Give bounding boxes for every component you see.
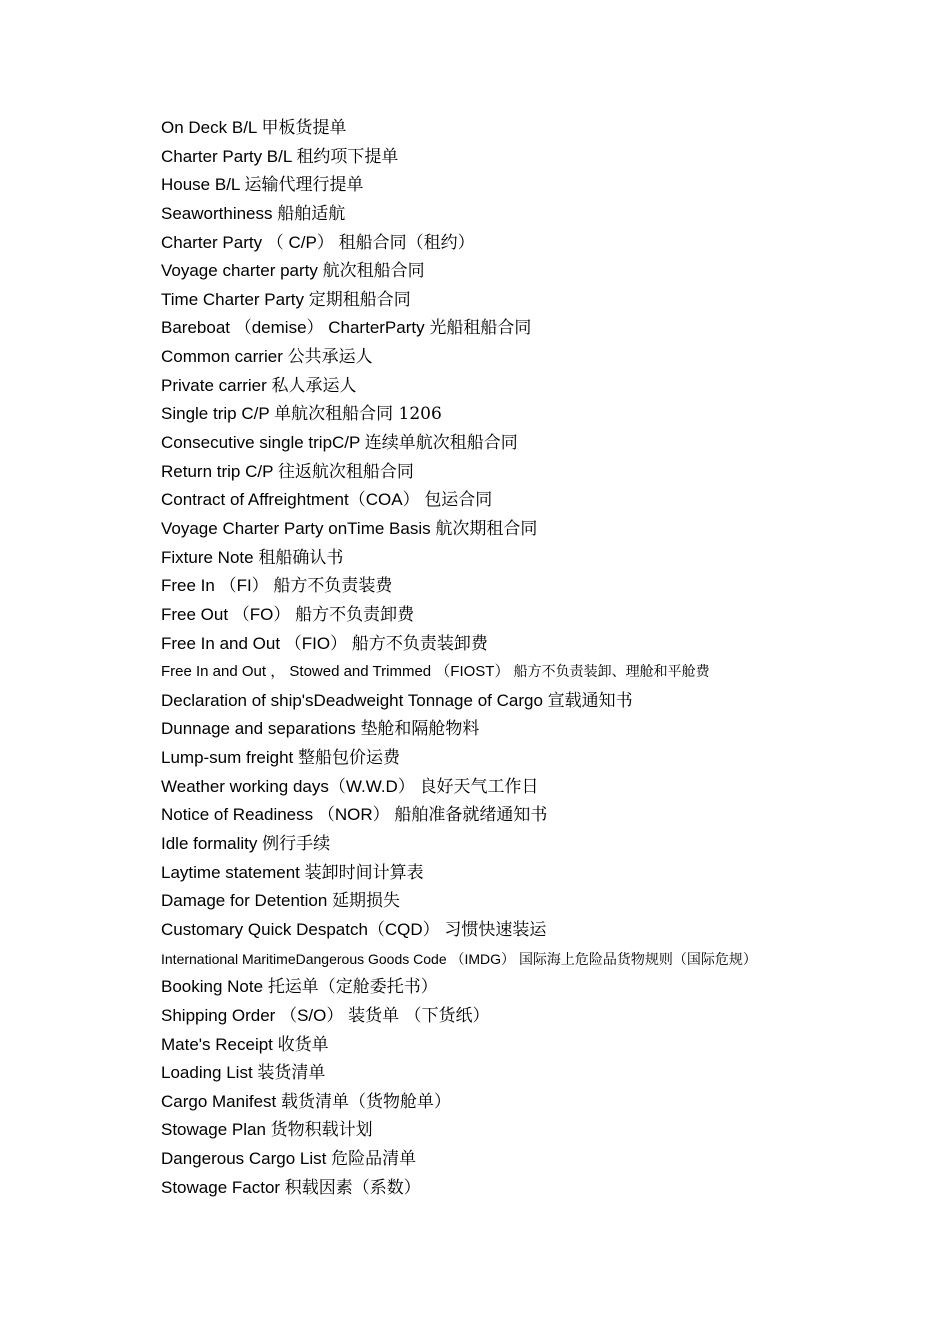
term-chinese: 宣载通知书 [547,690,633,711]
term-english: Charter Party B/L [161,146,292,166]
glossary-entry [161,544,921,573]
term-english: Cargo Manifest [161,1091,277,1111]
term-chinese: 定期租船合同 [308,289,411,310]
term-chinese: 船舶准备就绪通知书 [394,805,548,826]
glossary-entry [161,343,921,372]
term-english: Dunnage and separations [161,719,356,739]
term-chinese: 运输代理行提单 [244,175,364,196]
term-chinese: 连续单航次租船合同 [364,433,518,454]
glossary-entry [161,429,921,458]
term-english: Weather working days（W.W.D） [161,776,415,796]
term-english: Lump-sum freight [161,748,294,768]
glossary-entry [161,773,921,802]
term-chinese: 托运单（定舱委托书） [267,977,438,998]
term-english: Laytime statement [161,862,300,882]
term-english: Private carrier [161,375,267,395]
term-chinese: 载货清单（货物舱单） [281,1091,452,1112]
glossary-entry [161,973,921,1002]
term-english: Customary Quick Despatch（CQD） [161,919,440,939]
glossary-entry [161,830,921,859]
glossary-entry [161,200,921,229]
glossary-entry [161,458,921,487]
term-english: Free In （FI） [161,576,269,596]
glossary-entry [161,1031,921,1060]
glossary-entry [161,372,921,401]
term-english: Stowage Factor [161,1177,281,1197]
glossary-entry [161,1116,921,1145]
term-chinese: 装货清单 [257,1063,326,1084]
term-chinese: 租船合同（租约） [338,232,475,253]
glossary-entry [161,916,921,945]
term-english: Free Out （FO） [161,604,291,624]
glossary-entry [161,143,921,172]
term-english: On Deck B/L [161,118,257,137]
term-chinese: 装货单 （下货纸） [348,1005,490,1026]
term-english: Declaration of ship'sDeadweight Tonnage of Cargo [161,690,543,710]
term-chinese: 整船包价运费 [298,748,401,769]
glossary-entry [161,257,921,286]
term-chinese: 租约项下提单 [296,146,399,167]
glossary-entry [161,715,921,744]
glossary-entry [161,171,921,200]
glossary-entry [161,572,921,601]
term-english: Loading List [161,1063,253,1083]
term-chinese: 包运合同 [424,490,493,511]
term-chinese: 公共承运人 [287,347,373,368]
glossary-entry [161,286,921,315]
term-chinese: 甲板货提单 [261,118,347,138]
term-english: Shipping Order （S/O） [161,1005,344,1025]
glossary-entry [161,1174,921,1203]
glossary-entry [161,744,921,773]
glossary-entry [161,859,921,888]
term-english: Bareboat （demise） CharterParty [161,318,425,338]
glossary-entry [161,1002,921,1031]
term-chinese: 国际海上危险品货物规则（国际危规） [518,951,757,968]
term-english: Seaworthiness [161,203,273,223]
term-list [161,114,921,1202]
term-chinese: 积载因素（系数） [284,1177,421,1198]
glossary-entry [161,1088,921,1117]
term-chinese: 航次期租合同 [435,518,538,539]
term-chinese: 习惯快速装运 [444,919,547,940]
glossary-entry [161,400,921,429]
term-chinese: 良好天气工作日 [419,776,539,797]
glossary-entry [161,486,921,515]
glossary-entry [161,314,921,343]
term-english: House B/L [161,175,240,195]
glossary-entry [161,229,921,258]
glossary-entry [161,601,921,630]
term-english: Voyage Charter Party onTime Basis [161,518,431,538]
term-english: Free In and Out ， Stowed and Trimmed （FIOST） [161,663,510,681]
glossary-entry [161,1145,921,1174]
term-english: Notice of Readiness （NOR） [161,805,390,825]
term-chinese: 船方不负责装卸、理舱和平舱费 [513,664,710,681]
glossary-entry [161,658,921,687]
term-chinese: 光船租船合同 [429,318,532,339]
term-english: Consecutive single tripC/P [161,433,361,453]
glossary-entry [161,887,921,916]
term-chinese: 航次租船合同 [322,261,425,282]
term-english: Free In and Out （FIO） [161,633,348,653]
term-chinese: 货物积载计划 [270,1120,373,1141]
term-chinese: 危险品清单 [331,1149,417,1170]
term-english: Idle formality [161,834,258,854]
term-chinese: 垫舱和隔舱物料 [360,719,480,740]
term-english: Voyage charter party [161,261,318,281]
term-chinese: 单航次租船合同 1206 [274,404,442,425]
term-chinese: 船方不负责卸费 [295,604,415,625]
term-english: Stowage Plan [161,1120,266,1140]
term-english: Charter Party （ C/P） [161,232,334,252]
glossary-entry [161,687,921,716]
term-chinese: 往返航次租船合同 [277,461,414,482]
term-chinese: 船方不负责装卸费 [351,633,488,654]
term-english: Time Charter Party [161,289,304,309]
term-english: Contract of Affreightment（COA） [161,490,420,510]
term-chinese: 私人承运人 [271,375,357,396]
term-chinese: 租船确认书 [258,547,344,568]
term-chinese: 延期损失 [332,891,401,912]
term-english: Mate's Receipt [161,1034,273,1054]
term-chinese: 船方不负责装费 [273,576,393,597]
term-english: Single trip C/P [161,404,270,424]
term-english: Return trip C/P [161,461,274,481]
glossary-entry [161,114,921,143]
glossary-entry [161,801,921,830]
term-english: Booking Note [161,977,264,997]
term-chinese: 收货单 [277,1034,329,1055]
term-english: Dangerous Cargo List [161,1149,327,1169]
term-english: Fixture Note [161,547,254,567]
glossary-entry [161,630,921,659]
glossary-entry [161,945,921,974]
term-english: Damage for Detention [161,891,328,911]
term-english: Common carrier [161,347,283,367]
term-chinese: 装卸时间计算表 [304,862,424,883]
glossary-entry [161,515,921,544]
glossary-entry [161,1059,921,1088]
term-english: International MaritimeDangerous Goods Code （IMDG） [161,950,516,967]
term-chinese: 船舶适航 [277,203,346,224]
term-chinese: 例行手续 [262,834,331,855]
